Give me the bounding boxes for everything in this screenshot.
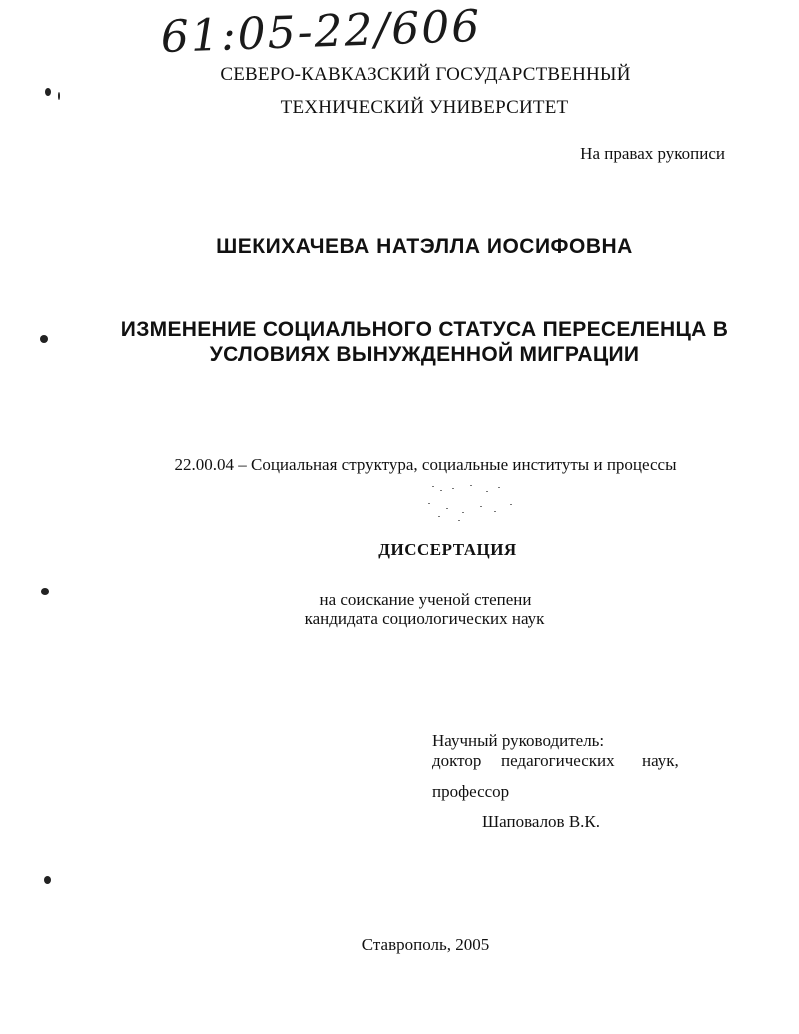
author-name: ШЕКИХАЧЕВА НАТЭЛЛА ИОСИФОВНА (216, 235, 633, 258)
supervisor-name: Шаповалов В.К. (482, 812, 601, 831)
specialty-code: 22.00.04 – Социальная структура, социальные институты и процессы (174, 455, 677, 474)
university-name-line2: ТЕХНИЧЕСКИЙ УНИВЕРСИТЕТ (280, 97, 569, 118)
rights-note: На правах рукописи (580, 144, 725, 163)
dissertation-title-line2: УСЛОВИЯХ ВЫНУЖДЕННОЙ МИГРАЦИИ (209, 343, 640, 366)
city-year: Ставрополь, 2005 (361, 935, 490, 954)
handwritten-catalog-number: 61:05-22/606 (160, 0, 483, 63)
binding-mark (40, 335, 48, 343)
binding-mark (45, 88, 51, 96)
binding-mark (41, 588, 49, 595)
supervisor-label: Научный руководитель: (432, 731, 605, 750)
university-name-line1: СЕВЕРО-КАВКАЗСКИЙ ГОСУДАРСТВЕННЫЙ (220, 64, 631, 85)
supervisor-degree-word1: доктор (432, 751, 482, 770)
dissertation-title-line1: ИЗМЕНЕНИЕ СОЦИАЛЬНОГО СТАТУСА ПЕРЕСЕЛЕНЦА В (120, 318, 729, 341)
binding-mark (58, 92, 60, 100)
supervisor-rank: профессор (432, 782, 510, 801)
degree-line2: кандидата социологических наук (304, 609, 545, 628)
supervisor-degree-word3: наук, (642, 751, 679, 770)
degree-line1: на соискание ученой степени (319, 590, 532, 609)
document-type: ДИССЕРТАЦИЯ (378, 540, 517, 559)
binding-mark (44, 876, 51, 884)
supervisor-degree-word2: педагогических (501, 751, 615, 770)
